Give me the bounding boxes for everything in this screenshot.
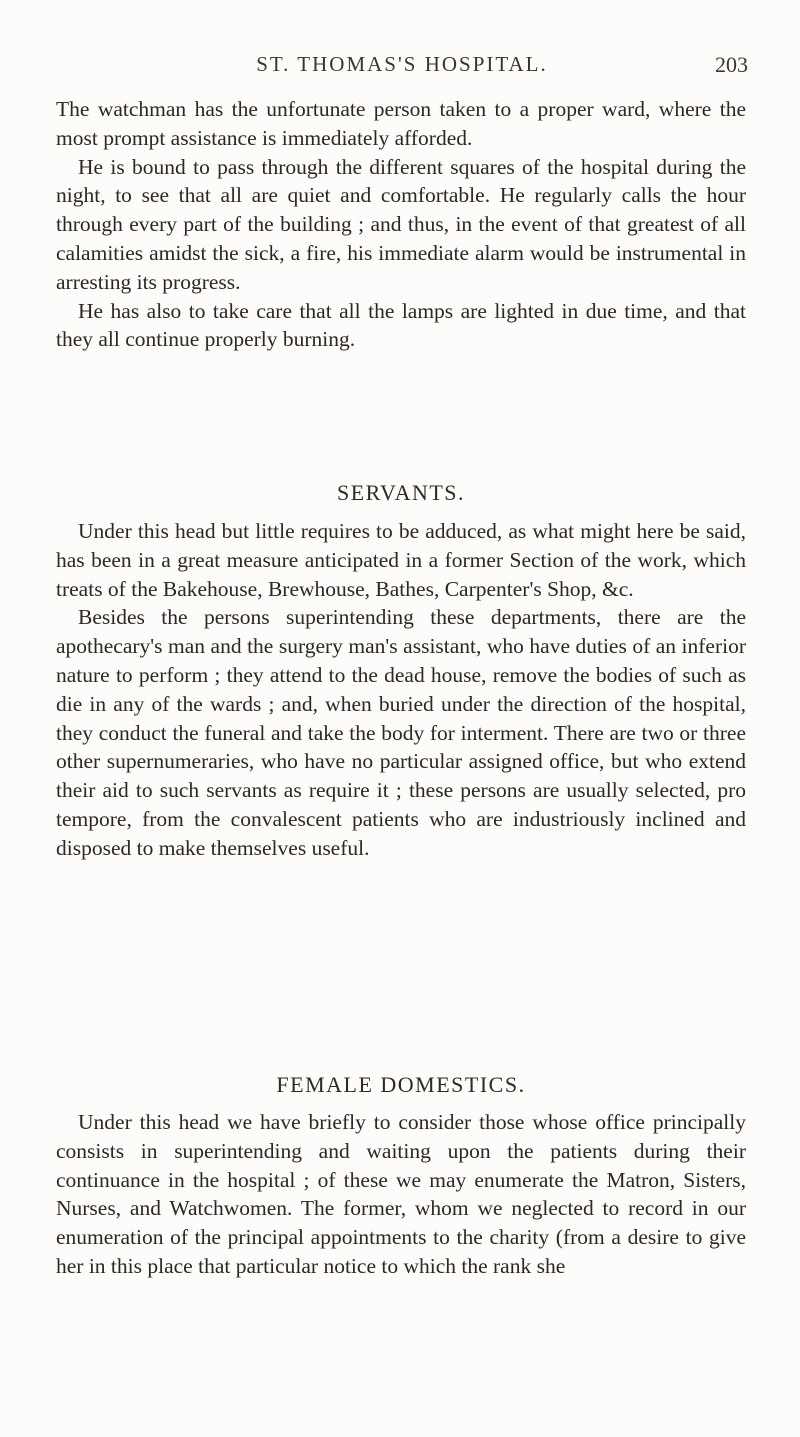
paragraph: He is bound to pass through the different squares of the hospital during the night, to see that all are quiet and comfortable. He regularly calls the hour through every part of the building ; and thus, in the event of that greatest of all calamities amidst the sick, a fire, his immediate alarm would be instrumental in arresting its progress.	[56, 154, 746, 294]
watchman-section	[56, 95, 746, 354]
paragraph: Under this head but little requires to be adduced, as what might here be said, has been in a great measure anticipated in a former Section of the work, which treats of the Bakehouse, Brewhouse, Bathes, Carpenter's Shop, &c.	[56, 519, 746, 601]
running-title: ST. THOMAS'S HOSPITAL.	[256, 52, 548, 76]
section-heading-servants: SERVANTS.	[336, 480, 466, 505]
section-heading-female-domestics: FEMALE DOMESTICS.	[276, 1072, 526, 1097]
female-domestics-section	[56, 1108, 746, 1281]
page-number: 203	[715, 52, 748, 77]
paragraph: The watchman has the unfortunate person taken to a proper ward, where the most prompt assistance is immediately afforded.	[56, 97, 746, 150]
paragraph: Besides the persons superintending these departments, there are the apothecary's man and the surgery man's assistant, who have duties of an inferior nature to perform ; they attend to the dead house, remove the bodies of such as die in any of the wards ; and, when buried under the direction of the hospital, they conduct the funeral and take the body for interment. There are two or three other supernumeraries, who have no particular assigned office, but who extend their aid to such servants as require it ; these persons are usually selected, pro tempore, from the convalescent patients who are industriously inclined and disposed to make themselves useful.	[56, 605, 746, 860]
paragraph: Under this head we have briefly to consider those whose office principally consists in superintending and waiting upon the patients during their continuance in the hospital ; of these we may enumerate the Matron, Sisters, Nurses, and Watchwomen. The former, whom we neglected to record in our enumeration of the principal appointments to the charity (from a desire to give her in this place that particular notice to which the rank she	[56, 1110, 746, 1278]
servants-section	[56, 517, 746, 863]
paragraph: He has also to take care that all the lamps are lighted in due time, and that they all continue properly burning.	[56, 298, 746, 352]
running-head	[56, 52, 748, 86]
